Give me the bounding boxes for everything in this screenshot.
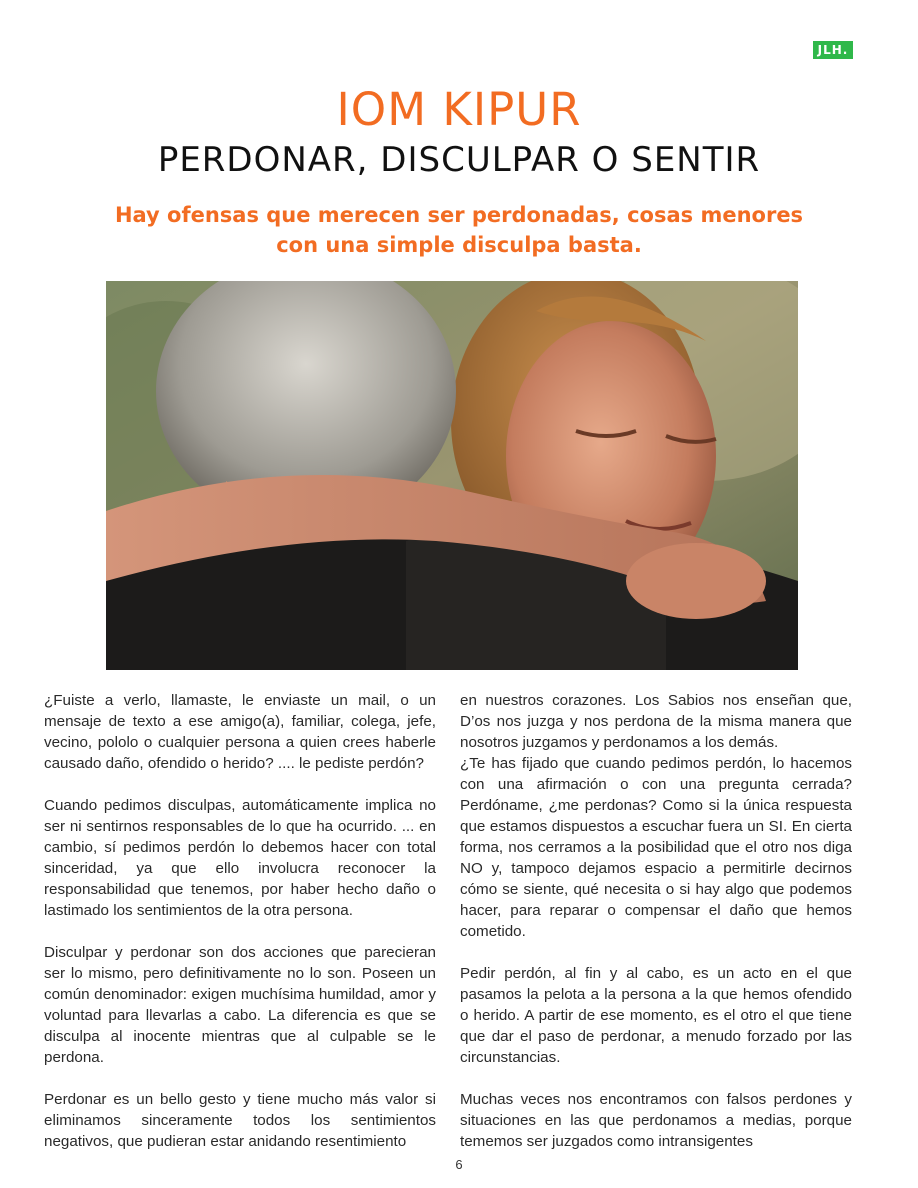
paragraph: Muchas veces nos encontramos con falsos perdones y situaciones en las que perdonamos a medias, porque tememos ser juzgados como intransigentes (460, 1091, 852, 1150)
paragraph: ¿Te has fijado que cuando pedimos perdón, lo hacemos con una afirmación o con una pregunta cerrada? Perdóname, ¿me perdonas? Como si la única respuesta que estamos dispuestos a escuchar fuera un SI. En cierta forma, nos cerramos a la posibilidad que el otro nos diga NO y, tampoco dejamos espacio a permitirle decirnos cómo se siente, qué necesita o si hay algo que podemos hacer, para reparar o compensar el daño que hemos cometido. (460, 755, 852, 940)
article-column-right (460, 690, 852, 1173)
paragraph: Pedir perdón, al fin y al cabo, es un acto en el que pasamos la pelota a la persona a la que hemos ofendido o herido. A partir de ese momento, es el otro el que tiene que dar el paso de perdonar, a menudo forzado por las circunstancias. (460, 965, 852, 1066)
publisher-badge: JLH. (813, 41, 853, 59)
paragraph: en nuestros corazones. Los Sabios nos enseñan que, D’os nos juzga y nos perdona de la misma manera que nosotros juzgamos y perdonamos a los demás. (460, 692, 852, 751)
paragraph: Cuando pedimos disculpas, automáticamente implica no ser ni sentirnos responsables de lo que ha ocurrido. ... en cambio, sí pedimos perdón lo debemos hacer con total sinceridad, ya que ello involucra reconocer la responsabilidad que tenemos, por haber hecho daño o lastimado los sentimientos de la otra persona. (44, 797, 436, 919)
hug-photo (106, 281, 798, 670)
paragraph: ¿Fuiste a verlo, llamaste, le enviaste un mail, o un mensaje de texto a ese amigo(a), familiar, colega, jefe, vecino, pololo o cualquier persona a quien crees haberle causado daño, ofendido o herido? .... le pediste perdón? (44, 692, 436, 772)
lead-text: Hay ofensas que merecen ser perdonadas, cosas menores con una simple disculpa basta. (114, 203, 804, 257)
article-column-left (44, 690, 436, 1173)
page-subtitle: PERDONAR, DISCULPAR O SENTIR (157, 140, 761, 180)
page-number: 6 (455, 1157, 463, 1172)
paragraph: Disculpar y perdonar son dos acciones que parecieran ser lo mismo, pero definitivamente no lo son. Poseen un común denominador: exigen muchísima humildad, amor y voluntad para llevarlas a cabo. La diferencia es que se disculpa al inocente mientras que al culpable se le perdona. (44, 944, 436, 1066)
paragraph: Perdonar es un bello gesto y tiene mucho más valor si eliminamos sinceramente todos los sentimientos negativos, que pudieran estar anidando resentimiento (44, 1091, 436, 1150)
page-title: IOM KIPUR (336, 83, 582, 136)
